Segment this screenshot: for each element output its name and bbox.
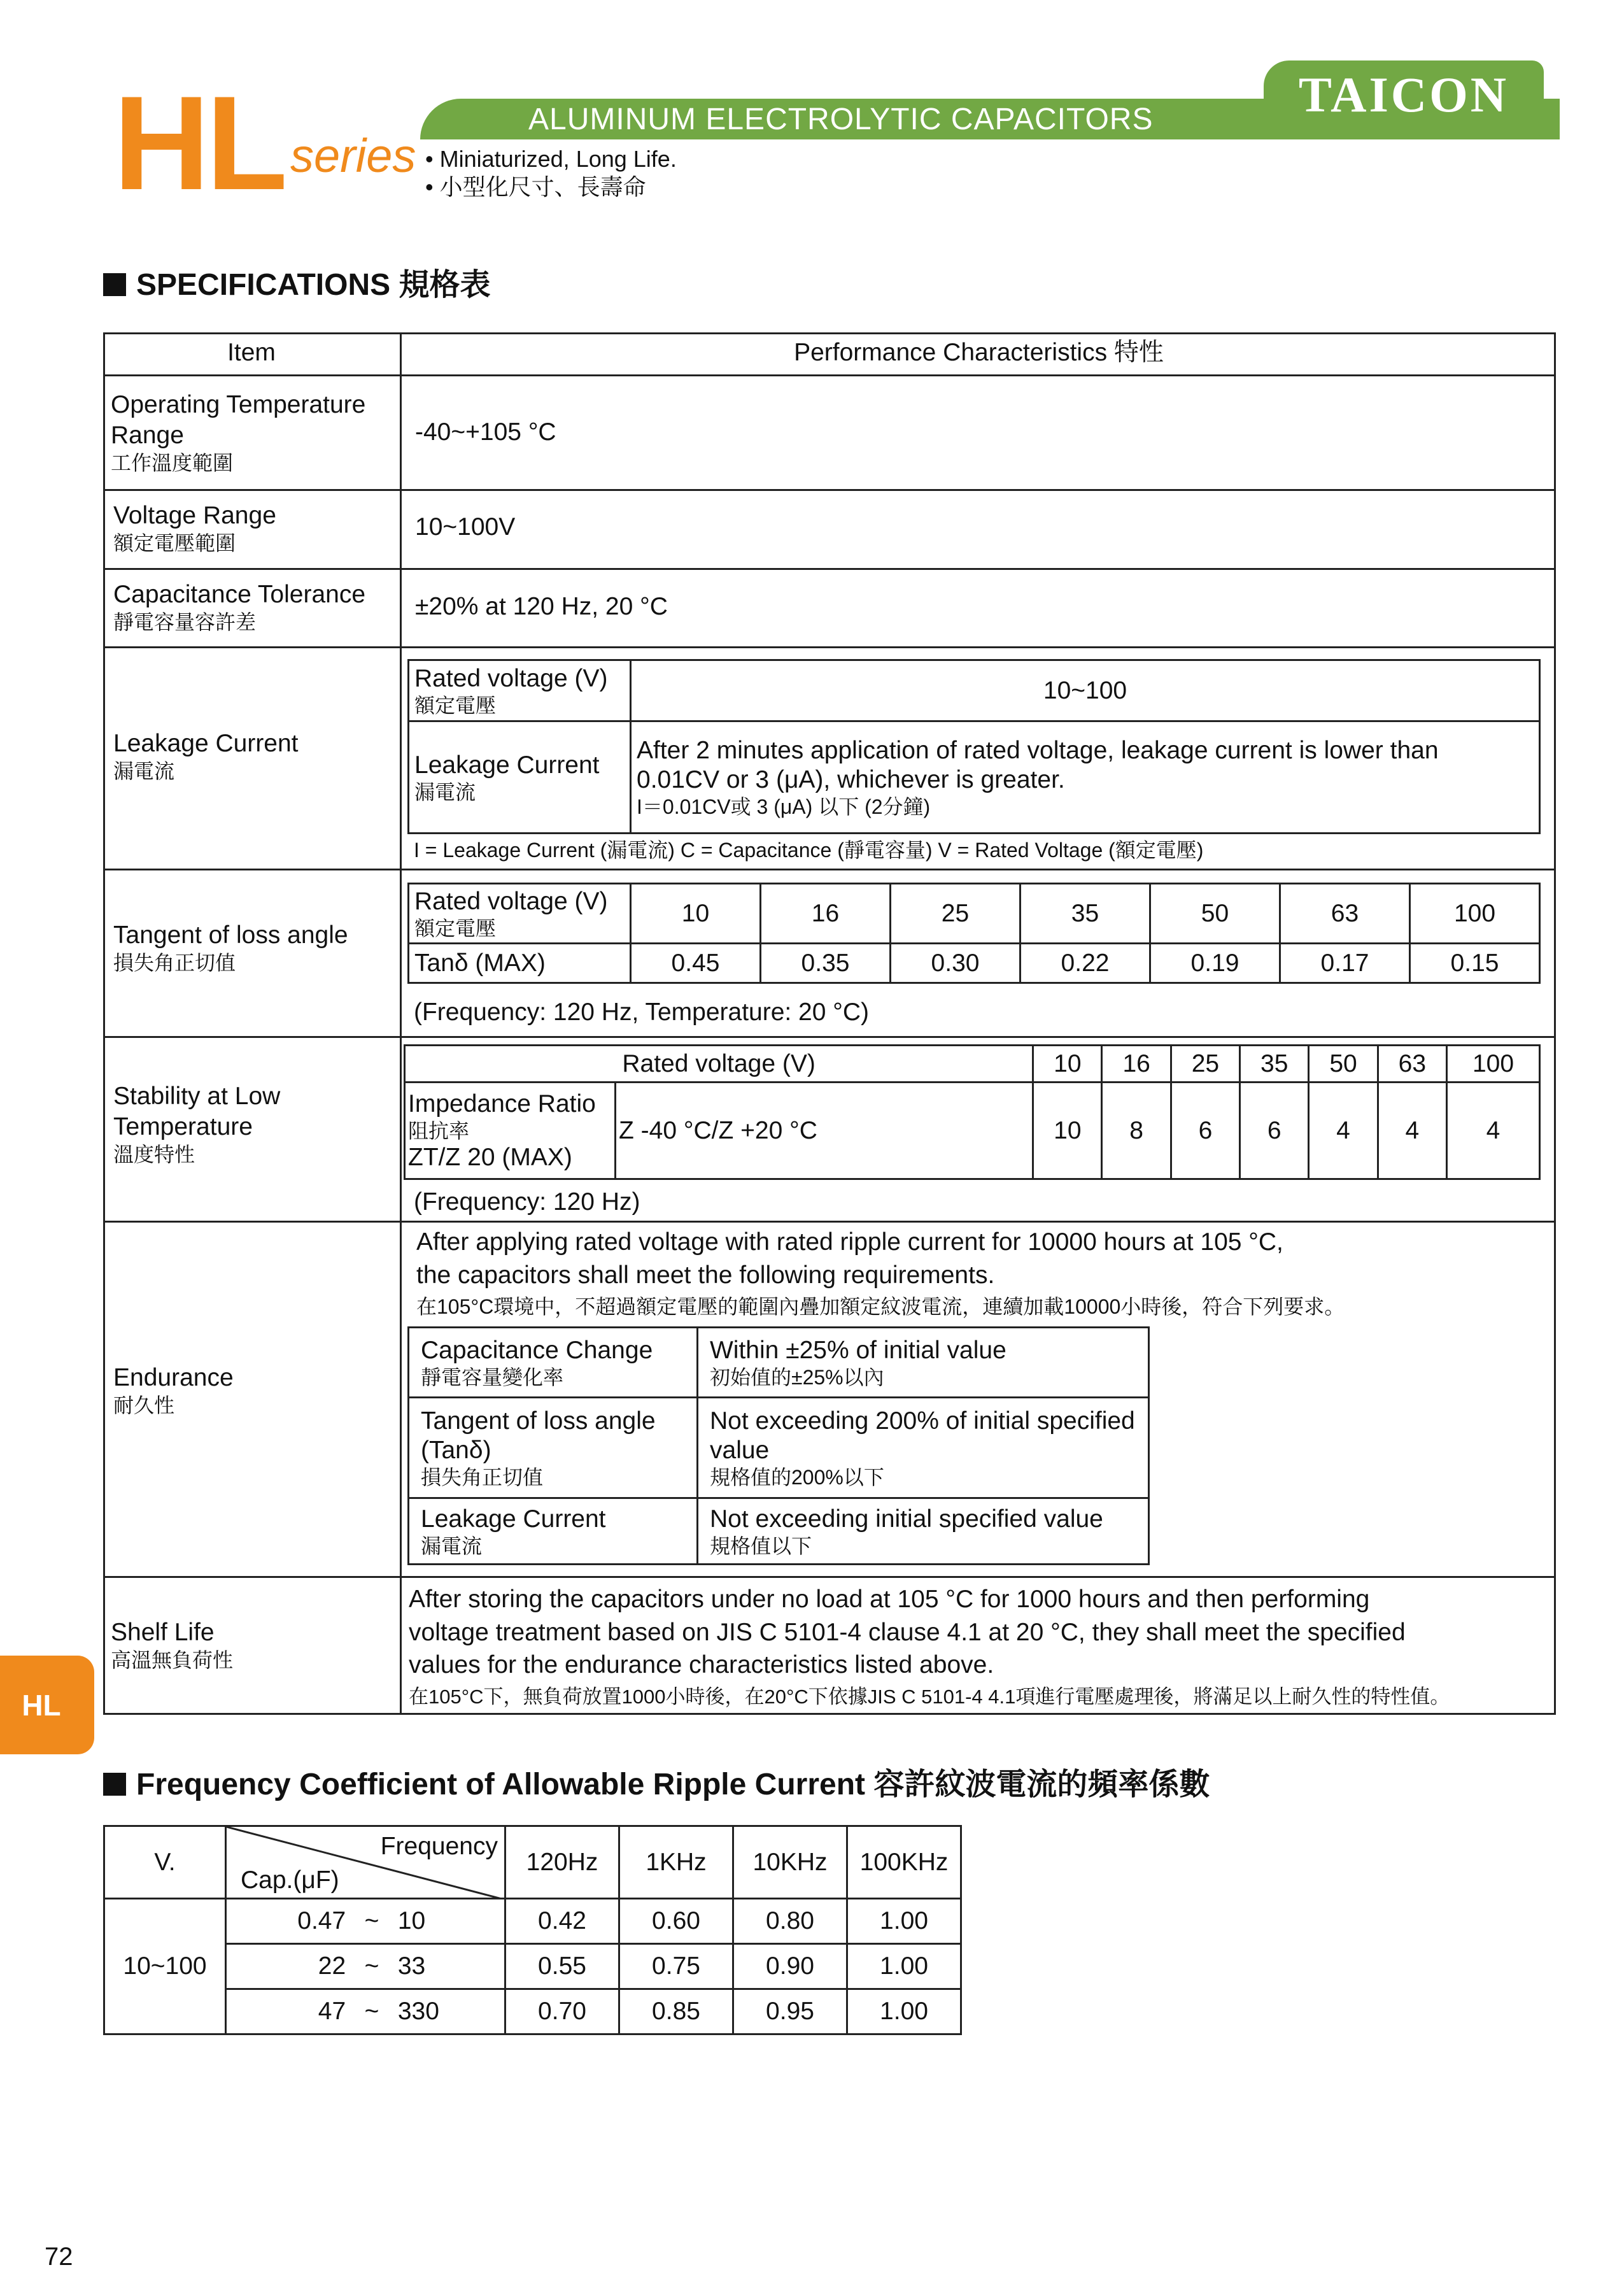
col-item-header: Item [227,339,276,366]
ripple-value: 0.42 [505,1899,619,1944]
tan-value: 0.45 [631,944,761,983]
tan-value: 0.15 [1410,944,1540,983]
op-temp-label: Operating Temperature Range 工作溫度範圍 [111,391,366,474]
leakage-lc-cell: Leakage Current 漏電流 [409,721,631,834]
endurance-req: Not exceeding 200% of initial specified value 規格值的200%以下 [698,1398,1149,1498]
low-temp-value: 8 [1102,1083,1171,1179]
ripple-voltage: 10~100 [104,1899,226,2034]
tan-voltage: 50 [1150,884,1280,944]
low-temp-voltage: 16 [1102,1046,1171,1083]
ripple-cap-range: 0.47 ~ 10 [226,1899,505,1944]
endurance-label: Endurance 耐久性 [113,1364,234,1417]
tan-voltage: 35 [1020,884,1150,944]
table-divider [103,568,1556,570]
table-divider [103,646,1556,648]
endurance-text-zh: 在105°C環境中，不超過額定電壓的範圍內疊加額定紋波電流，連續加載10000小時後，符合下列要求。 [416,1295,1345,1318]
low-temp-table [404,1044,1541,1180]
feature-2: • 小型化尺寸、長壽命 [425,174,646,200]
table-divider [103,489,1556,491]
shelf-text-3: values for the endurance characteristics listed above. [409,1651,994,1679]
cap-tol-label: Capacitance Tolerance 靜電容量容許差 [113,581,366,634]
specs-heading: SPECIFICATIONS 規格表 [103,267,490,303]
endurance-text-2: the capacitors shall meet the following requirements. [416,1261,995,1289]
op-temp-value: -40~+105 °C [415,418,556,446]
tan-voltage: 63 [1280,884,1410,944]
low-temp-imp-cell: Impedance Ratio 阻抗率 ZT/Z 20 (MAX) [405,1083,616,1179]
series-word: series [290,129,416,182]
tan-voltage: 16 [761,884,891,944]
tan-value: 0.35 [761,944,891,983]
leakage-lc-text: After 2 minutes application of rated voltage, leakage current is lower than 0.01CV or 3 (μA), whichever is greater. I＝0.01CV或 3 (μA) 以下 (2分鐘) [631,721,1540,834]
table-divider [400,332,402,1715]
shelf-text-zh: 在105°C下，無負荷放置1000小時後，在20°C下依據JIS C 5101-4 4.1項進行電壓處理後，將滿足以上耐久性的特性值。 [409,1686,1450,1708]
ripple-value: 0.85 [619,1989,733,2034]
tan-voltage: 10 [631,884,761,944]
endurance-req: Not exceeding initial specified value 規格值以下 [698,1498,1149,1565]
table-divider [103,1576,1556,1578]
voltage-range-label: Voltage Range 額定電壓範圍 [113,502,276,555]
brand-logo: TAICON [1298,67,1509,122]
ripple-v-header: V. [104,1826,226,1899]
ripple-cap-label: Cap.(μF) [241,1866,339,1894]
low-temp-voltage: 100 [1446,1046,1539,1083]
low-temp-rv: Rated voltage (V) [405,1046,1033,1083]
ripple-value: 1.00 [847,1989,961,2034]
col-perf-header: Performance Characteristics 特性 [794,339,1164,366]
shelf-text-2: voltage treatment based on JIS C 5101-4 clause 4.1 at 20 °C, they shall meet the specified [409,1619,1406,1646]
low-temp-value: 10 [1033,1083,1102,1179]
ripple-value: 1.00 [847,1899,961,1944]
low-temp-voltage: 50 [1309,1046,1378,1083]
low-temp-value: 4 [1446,1083,1539,1179]
table-divider [103,1221,1556,1223]
ripple-value: 1.00 [847,1944,961,1989]
endurance-item: Tangent of loss angle (Tanδ) 損失角正切值 [409,1398,698,1498]
leakage-rv-value: 10~100 [631,660,1540,721]
low-temp-voltage: 35 [1240,1046,1309,1083]
low-temp-value: 6 [1240,1083,1309,1179]
ripple-value: 0.95 [733,1989,847,2034]
table-divider [103,374,1556,376]
endurance-text-1: After applying rated voltage with rated ripple current for 10000 hours at 105 °C, [416,1228,1283,1256]
ripple-cap-range: 47 ~ 330 [226,1989,505,2034]
tan-rv-cell: Rated voltage (V) 額定電壓 [409,884,631,944]
feature-1: • Miniaturized, Long Life. [425,146,677,172]
ripple-value: 0.60 [619,1899,733,1944]
low-temp-voltage: 10 [1033,1046,1102,1083]
tan-voltage: 25 [891,884,1020,944]
endurance-req: Within ±25% of initial value 初始值的±25%以內 [698,1328,1149,1398]
low-temp-voltage: 25 [1171,1046,1239,1083]
shelf-label: Shelf Life 高溫無負荷性 [111,1619,234,1672]
series-code: HL [113,68,284,218]
table-divider [103,869,1556,870]
tan-value: 0.17 [1280,944,1410,983]
category-title: ALUMINUM ELECTROLYTIC CAPACITORS [528,103,1154,136]
ripple-freq: 100KHz [847,1826,961,1899]
ripple-value: 0.90 [733,1944,847,1989]
voltage-range-value: 10~100V [415,513,516,541]
leakage-table [407,659,1541,834]
low-temp-voltage: 63 [1378,1046,1446,1083]
ripple-freq: 10KHz [733,1826,847,1899]
bullet-square-icon [103,273,126,296]
low-temp-value: 4 [1378,1083,1446,1179]
ripple-value: 0.75 [619,1944,733,1989]
endurance-item: Leakage Current 漏電流 [409,1498,698,1565]
ripple-freq-label: Frequency [380,1833,498,1860]
low-temp-value: 6 [1171,1083,1239,1179]
tan-table [407,883,1541,984]
ripple-cap-range: 22 ~ 33 [226,1944,505,1989]
tan-voltage: 100 [1410,884,1540,944]
ripple-value: 0.70 [505,1989,619,2034]
ripple-freq: 120Hz [505,1826,619,1899]
ripple-freq: 1KHz [619,1826,733,1899]
cap-tol-value: ±20% at 120 Hz, 20 °C [415,593,668,620]
tan-value: 0.19 [1150,944,1280,983]
side-tab-label: HL [22,1689,61,1722]
ripple-heading: Frequency Coefficient of Allowable Ripple Current 容許紋波電流的頻率係數 [103,1767,1210,1803]
endurance-item: Capacitance Change 靜電容量變化率 [409,1328,698,1398]
endurance-table [407,1326,1150,1565]
bullet-square-icon [103,1773,126,1796]
leakage-rv-cell: Rated voltage (V) 額定電壓 [409,660,631,721]
low-temp-note: (Frequency: 120 Hz) [414,1188,640,1216]
ripple-value: 0.80 [733,1899,847,1944]
tan-row-label: Tanδ (MAX) [409,944,631,983]
table-divider [103,1036,1556,1038]
tan-label: Tangent of loss angle 損失角正切值 [113,921,348,974]
tan-value: 0.30 [891,944,1020,983]
ripple-table [103,1825,962,2035]
page-number: 72 [45,2243,73,2271]
tan-value: 0.22 [1020,944,1150,983]
low-temp-cond: Z -40 °C/Z +20 °C [616,1083,1033,1179]
shelf-text-1: After storing the capacitors under no load at 105 °C for 1000 hours and then performing [409,1586,1370,1613]
low-temp-value: 4 [1309,1083,1378,1179]
low-temp-label: Stability at Low Temperature 溫度特性 [113,1083,281,1166]
leakage-note: I = Leakage Current (漏電流) C = Capacitance (靜電容量) V = Rated Voltage (額定電壓) [414,839,1204,862]
leakage-label: Leakage Current 漏電流 [113,730,299,783]
ripple-diag-header [226,1826,505,1899]
ripple-value: 0.55 [505,1944,619,1989]
tan-note: (Frequency: 120 Hz, Temperature: 20 °C) [414,998,870,1026]
